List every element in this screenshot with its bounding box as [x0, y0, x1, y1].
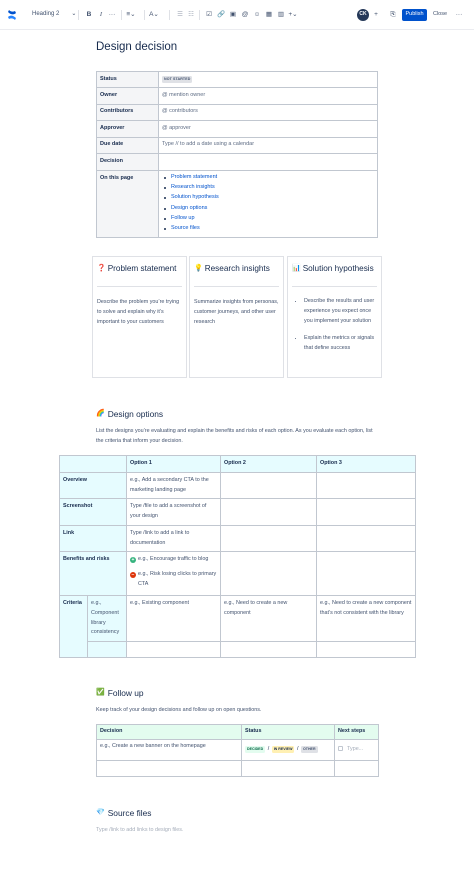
layout-icon[interactable]: ▥	[277, 11, 285, 19]
toc-link[interactable]: Follow up	[164, 214, 374, 224]
empty-cell[interactable]	[317, 642, 416, 658]
avatar[interactable]: CK	[357, 9, 369, 21]
list-item[interactable]: • Explain the metrics or signals that define success	[304, 333, 377, 353]
decision-header[interactable]: Decision	[97, 725, 242, 740]
list-item[interactable]: • Describe the results and user experience you expect once you implement your solution	[304, 296, 377, 326]
toc-link[interactable]: Source files	[164, 224, 374, 234]
problem-statement-heading: ❓ Problem statement	[97, 264, 177, 273]
research-insights-body[interactable]: Summarize insights from personas, customer journeys, and other user research	[194, 298, 279, 325]
gem-icon: 💎	[96, 809, 105, 817]
text-style-value: Heading 2	[32, 11, 60, 17]
mention-icon[interactable]: @	[241, 11, 249, 19]
minus-circle-icon: −	[131, 572, 135, 579]
more-options-icon[interactable]: ···	[455, 11, 463, 19]
check-mark-icon: ✅	[96, 689, 105, 697]
toc-link[interactable]: Research insights	[164, 183, 374, 193]
status-cell[interactable]	[159, 72, 378, 88]
criteria-option-2[interactable]: e.g., Need to create a new component	[221, 596, 317, 642]
solution-hypothesis-panel[interactable]	[287, 256, 382, 378]
status-badge-in-review[interactable]: IN REVIEW	[272, 746, 295, 753]
link-label: Link	[60, 525, 127, 551]
chart-icon: 📊	[292, 264, 301, 272]
status-label: Status	[97, 72, 159, 88]
insert-more-icon[interactable]: +⌄	[288, 11, 298, 19]
toc-link[interactable]: Problem statement	[164, 173, 374, 183]
criteria-sub-empty[interactable]	[88, 642, 127, 658]
design-options-intro[interactable]: List the designs you’re evaluating and explain the benefits and risks of each option. As you evaluate each option, list the criteria that inform your decision.	[96, 428, 373, 444]
numbered-list-icon[interactable]: ☷	[188, 11, 194, 19]
risk-text[interactable]: e.g., Risk losing clicks to primary CTA	[138, 571, 217, 587]
table-header-empty	[60, 456, 127, 473]
bold-icon[interactable]: B	[86, 11, 92, 19]
empty-cell[interactable]	[221, 642, 317, 658]
meta-table	[96, 71, 378, 238]
toc-link[interactable]: Design options	[164, 203, 374, 213]
overview-option-2[interactable]	[221, 473, 317, 499]
solution-hypothesis-list	[292, 296, 377, 353]
decision-field[interactable]	[159, 154, 378, 171]
approver-field[interactable]: @ approver	[159, 121, 378, 138]
rainbow-icon: 🌈	[96, 410, 105, 418]
due-date-label: Due date	[97, 137, 159, 154]
link-option-1[interactable]: Type /link to add a link to documentation	[127, 525, 221, 551]
status-cell[interactable]: DECIDED / IN REVIEW / OTHER	[242, 740, 335, 761]
publish-button[interactable]: Publish	[402, 9, 427, 21]
research-insights-panel[interactable]	[189, 256, 284, 378]
solution-hypothesis-heading: 📊 Solution hypothesis	[292, 264, 374, 273]
status-header[interactable]: Status	[242, 725, 335, 740]
owner-field[interactable]: @ mention owner	[159, 88, 378, 105]
next-steps-placeholder[interactable]: Type...	[347, 746, 364, 753]
benefit-text[interactable]: e.g., Encourage traffic to blog	[138, 556, 209, 563]
criteria-label: Criteria	[60, 596, 88, 658]
add-collaborator-icon[interactable]: +	[374, 11, 378, 19]
status-badge[interactable]: NOT STARTED	[162, 76, 192, 83]
follow-up-intro[interactable]: Keep track of your design decisions and follow up on open questions.	[96, 707, 262, 713]
more-formatting-icon[interactable]: ···	[108, 11, 116, 19]
contributors-field[interactable]: @ contributors	[159, 104, 378, 121]
empty-cell[interactable]	[97, 761, 242, 777]
next-steps-header[interactable]: Next steps	[335, 725, 379, 740]
decision-cell[interactable]: e.g., Create a new banner on the homepage	[97, 740, 242, 761]
owner-label: Owner	[97, 88, 159, 105]
overview-option-1[interactable]: e.g., Add a secondary CTA to the marketing landing page	[127, 473, 221, 499]
status-badge-other[interactable]: OTHER	[301, 746, 318, 753]
align-icon[interactable]: ≡⌄	[126, 11, 136, 19]
screenshot-label: Screenshot	[60, 499, 127, 525]
source-files-heading: 💎 Source files	[96, 808, 152, 818]
empty-cell[interactable]	[335, 761, 379, 777]
follow-up-table	[96, 724, 379, 777]
toc-link[interactable]: Solution hypothesis	[164, 193, 374, 203]
question-icon: ❓	[97, 264, 106, 272]
emoji-icon[interactable]: ☺	[253, 11, 261, 19]
plus-circle-icon: +	[131, 557, 135, 564]
text-color-icon[interactable]: A⌄	[149, 11, 159, 19]
empty-cell[interactable]	[242, 761, 335, 777]
contributors-label: Contributors	[97, 104, 159, 121]
benefits-risks-option-1[interactable]	[127, 552, 221, 596]
benefits-risks-label: Benefits and risks	[60, 552, 127, 596]
page-title[interactable]: Design decision	[96, 41, 178, 53]
link-option-3[interactable]	[317, 525, 416, 551]
empty-cell[interactable]	[127, 642, 221, 658]
bullet-list-icon[interactable]: ☰	[177, 11, 183, 19]
benefits-risks-option-3[interactable]	[317, 552, 416, 596]
research-insights-heading: 💡 Research insights	[194, 264, 270, 273]
action-item-icon[interactable]: ☑	[206, 11, 212, 19]
status-badge-decided[interactable]: DECIDED	[245, 746, 265, 753]
option-2-header[interactable]: Option 2	[221, 456, 317, 473]
table-icon[interactable]: ▦	[265, 11, 273, 19]
close-button[interactable]: Close	[432, 11, 448, 18]
decision-label: Decision	[97, 154, 159, 171]
next-steps-cell[interactable]	[335, 740, 379, 761]
link-option-2[interactable]	[221, 525, 317, 551]
toc-cell	[159, 170, 378, 238]
text-style-dropdown[interactable]	[32, 10, 76, 19]
overview-option-3[interactable]	[317, 473, 416, 499]
screenshot-option-3[interactable]	[317, 499, 416, 525]
option-1-header[interactable]: Option 1	[127, 456, 221, 473]
criteria-option-1[interactable]: e.g., Existing component	[127, 596, 221, 642]
toc-label: On this page	[97, 170, 159, 238]
screenshot-option-2[interactable]	[221, 499, 317, 525]
option-3-header[interactable]: Option 3	[317, 456, 416, 473]
confluence-logo-icon[interactable]	[7, 9, 17, 21]
problem-statement-panel[interactable]	[92, 256, 187, 378]
problem-statement-body[interactable]: Describe the problem you’re trying to solve and explain why it’s important to your customers	[97, 298, 180, 325]
overview-label: Overview	[60, 473, 127, 499]
follow-up-heading: ✅ Follow up	[96, 688, 144, 698]
lightbulb-icon: 💡	[194, 264, 203, 272]
criteria-option-3[interactable]: e.g., Need to create a new component that’s not consistent with the library	[317, 596, 416, 642]
chevron-down-icon: ⌄	[71, 11, 77, 17]
source-files-placeholder[interactable]: Type /link to add links to design files.	[96, 827, 184, 833]
editor-toolbar	[0, 0, 474, 30]
italic-icon[interactable]: I	[99, 11, 103, 19]
link-icon[interactable]: 🔗	[216, 11, 226, 19]
approver-label: Approver	[97, 121, 159, 138]
benefits-risks-option-2[interactable]	[221, 552, 317, 596]
due-date-field[interactable]: Type // to add a date using a calendar	[159, 137, 378, 154]
screenshot-option-1[interactable]: Type /file to add a screenshot of your design	[127, 499, 221, 525]
checkbox[interactable]	[338, 746, 343, 751]
table-of-contents	[162, 173, 374, 235]
restrictions-icon[interactable]: ⎘	[390, 11, 396, 19]
design-options-heading: 🌈 Design options	[96, 409, 164, 419]
design-options-table	[59, 455, 416, 658]
criteria-sub-label[interactable]: e.g., Component library consistency	[88, 596, 127, 642]
image-icon[interactable]: ▣	[229, 11, 237, 19]
